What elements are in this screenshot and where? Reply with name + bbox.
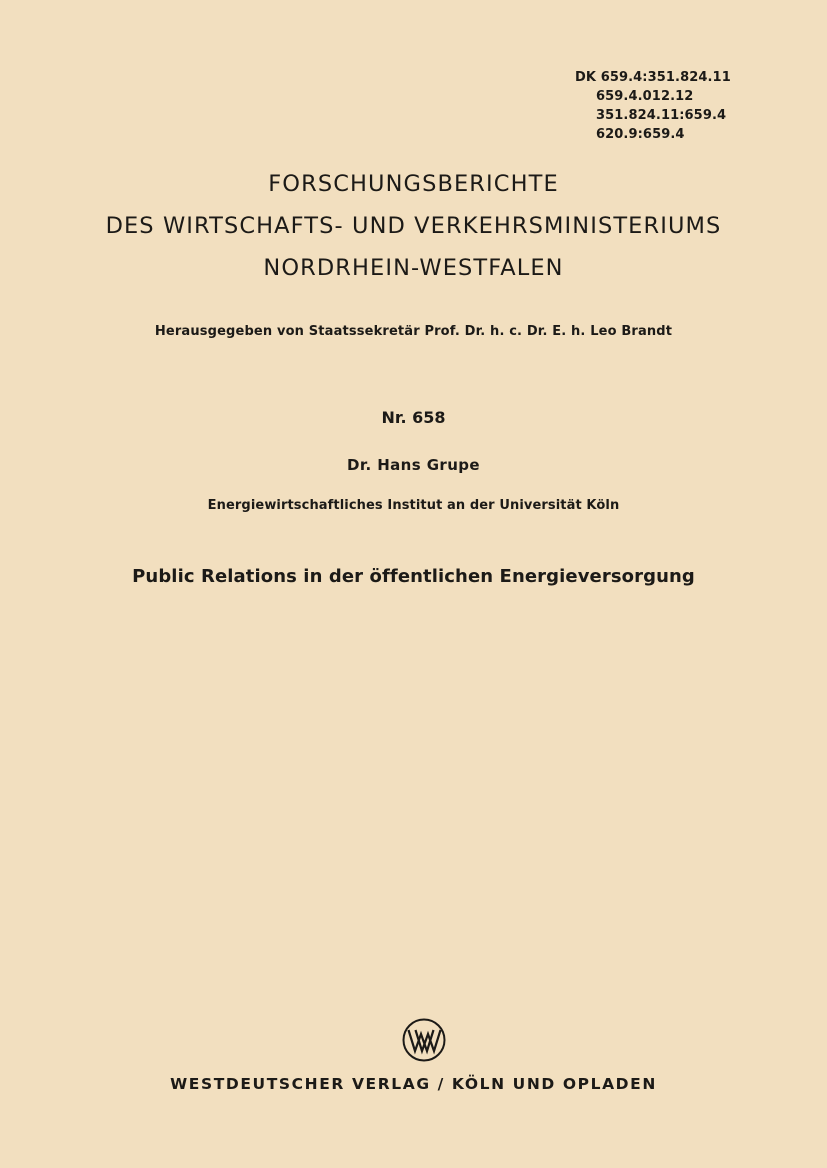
book-title: Public Relations in der öffentlichen Energieversorgung xyxy=(132,566,695,587)
wv-logo-graphic xyxy=(401,1017,447,1063)
classification-codes xyxy=(575,68,805,144)
series-title-line: NORDRHEIN-WESTFALEN xyxy=(263,255,564,281)
wv-publisher-logo-icon xyxy=(401,1017,447,1063)
author-institute: Energiewirtschaftliches Institut an der Universität Köln xyxy=(207,498,620,513)
series-title-line: DES WIRTSCHAFTS- UND VERKEHRSMINISTERIUMS xyxy=(105,213,722,239)
author-name: Dr. Hans Grupe xyxy=(346,456,481,474)
series-title-line: FORSCHUNGSBERICHTE xyxy=(268,171,559,197)
classification-code: 659.4.012.12 xyxy=(596,89,694,104)
editor-line: Herausgegeben von Staatssekretär Prof. Dr. h. c. Dr. E. h. Leo Brandt xyxy=(154,324,673,339)
publisher-name: WESTDEUTSCHER VERLAG / KÖLN UND OPLADEN xyxy=(170,1075,657,1093)
classification-code: 351.824.11:659.4 xyxy=(596,108,727,123)
report-number: Nr. 658 xyxy=(381,408,446,427)
classification-code: DK 659.4:351.824.11 xyxy=(575,70,731,85)
classification-code: 620.9:659.4 xyxy=(596,127,685,142)
series-title xyxy=(0,163,827,289)
